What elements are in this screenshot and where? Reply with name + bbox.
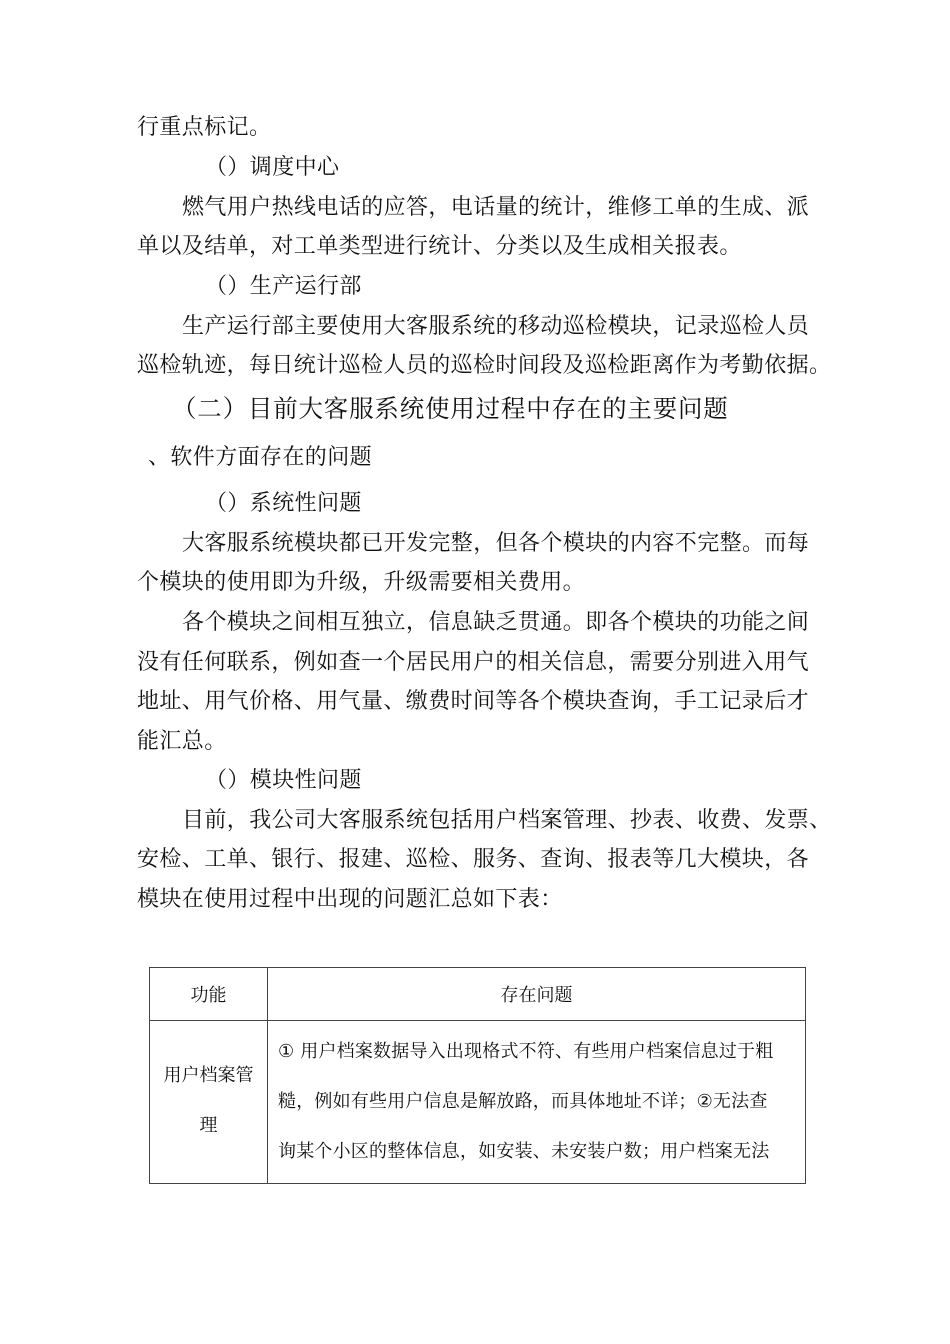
- subsection-heading: （）模块性问题: [205, 768, 362, 793]
- paragraph-line: 个模块的使用即为升级，升级需要相关费用。: [137, 570, 586, 595]
- subsection-heading: （）系统性问题: [205, 491, 362, 516]
- table-header-row: [150, 968, 806, 1021]
- paragraph-line: 目前，我公司大客服系统包括用户档案管理、抄表、收费、发票、: [182, 808, 832, 833]
- subsection-heading: （）生产运行部: [205, 274, 362, 299]
- paragraph-line: 地址、用气价格、用气量、缴费时间等各个模块查询，手工记录后才: [137, 689, 810, 714]
- cell-line: 询某个小区的整体信息，如安装、未安装户数；用户档案无法: [278, 1141, 770, 1162]
- paragraph-line: 巡检轨迹，每日统计巡检人员的巡检时间段及巡检距离作为考勤依据。: [137, 353, 832, 378]
- paragraph-line: 安检、工单、银行、报建、巡检、服务、查询、报表等几大模块，各: [137, 847, 810, 872]
- paragraph-line: 模块在使用过程中出现的问题汇总如下表：: [137, 887, 563, 912]
- issue-cell: [268, 1021, 806, 1184]
- paragraph-line: 没有任何联系，例如查一个居民用户的相关信息，需要分别进入用气: [137, 650, 810, 675]
- paragraph-line: 大客服系统模块都已开发完整，但各个模块的内容不完整。而每: [182, 531, 810, 556]
- paragraph-line: 生产运行部主要使用大客服系统的移动巡检模块，记录巡检人员: [182, 314, 810, 339]
- module-issues-table: [149, 967, 806, 1184]
- section-heading: （二）目前大客服系统使用过程中存在的主要问题: [172, 394, 729, 423]
- paragraph-line: 燃气用户热线电话的应答，电话量的统计，维修工单的生成、派: [182, 195, 810, 220]
- paragraph-line: 行重点标记。: [137, 115, 272, 140]
- function-cell: [150, 1021, 268, 1184]
- cell-line: 理: [199, 1114, 218, 1136]
- paragraph-line: 单以及结单，对工单类型进行统计、分类以及生成相关报表。: [137, 234, 742, 259]
- cell-line: ① 用户档案数据导入出现格式不符、有些用户档案信息过于粗: [278, 1041, 774, 1062]
- header-issues: 存在问题: [268, 968, 806, 1021]
- paragraph-line: 各个模块之间相互独立，信息缺乏贯通。即各个模块的功能之间: [182, 610, 810, 635]
- paragraph-line: 能汇总。: [137, 729, 227, 754]
- table-row: [150, 1021, 806, 1184]
- header-function: 功能: [150, 968, 268, 1021]
- cell-line: 糙，例如有些用户信息是解放路，而具体地址不详；②无法查: [278, 1091, 768, 1112]
- subsection-heading: （）调度中心: [205, 155, 340, 180]
- sub-heading: 、软件方面存在的问题: [148, 445, 373, 470]
- cell-line: 用户档案管: [163, 1064, 254, 1086]
